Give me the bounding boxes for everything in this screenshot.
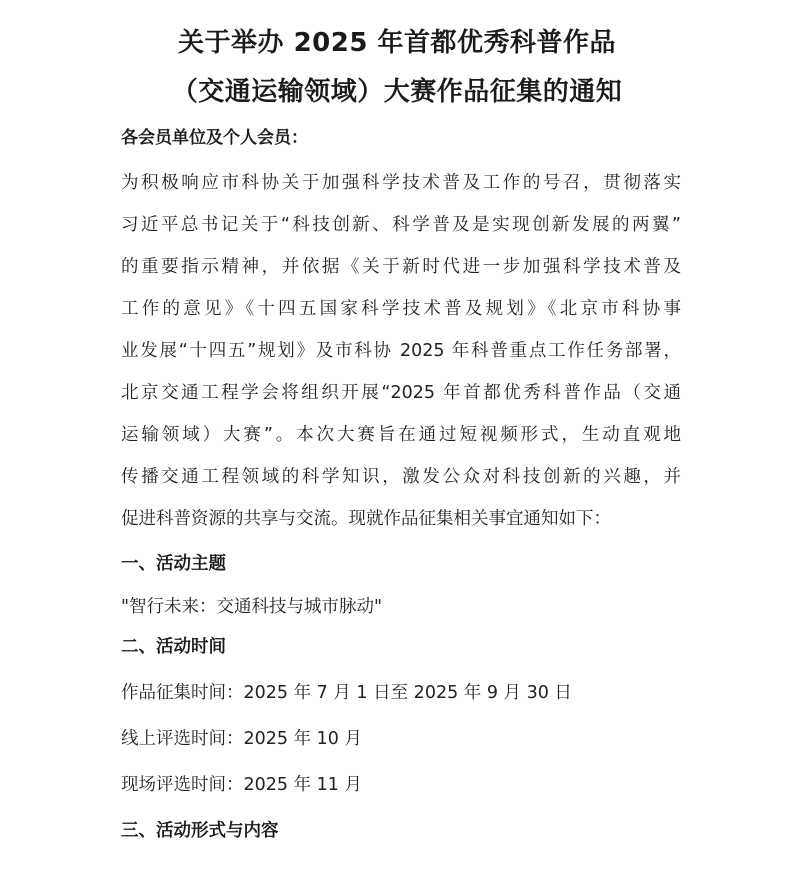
section-heading-theme: 一、活动主题 xyxy=(121,554,226,574)
intro-line: 工作的意见》《十四五国家科学技术普及规划》《北京市科协事 xyxy=(121,299,681,319)
salutation: 各会员单位及个人会员： xyxy=(121,128,308,148)
intro-line: 业发展“十四五”规划》及市科协 2025 年科普重点工作任务部署， xyxy=(121,341,681,361)
intro-line: 传播交通工程领域的科学知识，激发公众对科技创新的兴趣，并 xyxy=(121,467,681,487)
document-title-line-1: 关于举办 2025 年首都优秀科普作品 xyxy=(178,28,616,58)
activity-theme-text: "智行未来：交通科技与城市脉动" xyxy=(121,597,383,617)
intro-line: 促进科普资源的共享与交流。现就作品征集相关事宜通知如下： xyxy=(121,509,611,529)
intro-line: 运输领域）大赛”。本次大赛旨在通过短视频形式，生动直观地 xyxy=(121,425,681,445)
collection-period: 作品征集时间：2025 年 7 月 1 日至 2025 年 9 月 30 日 xyxy=(121,683,572,703)
onsite-review-period: 现场评选时间：2025 年 11 月 xyxy=(121,775,362,795)
intro-line: 的重要指示精神，并依据《关于新时代进一步加强科学技术普及 xyxy=(121,257,681,277)
intro-line: 北京交通工程学会将组织开展“2025 年首都优秀科普作品（交通 xyxy=(121,383,681,403)
document-title-line-2: （交通运输领域）大赛作品征集的通知 xyxy=(171,77,623,107)
section-heading-format: 三、活动形式与内容 xyxy=(121,821,279,841)
intro-line: 为积极响应市科协关于加强科学技术普及工作的号召，贯彻落实 xyxy=(121,173,681,193)
online-review-period: 线上评选时间：2025 年 10 月 xyxy=(121,729,362,749)
section-heading-time: 二、活动时间 xyxy=(121,637,226,657)
intro-line: 习近平总书记关于“科技创新、科学普及是实现创新发展的两翼” xyxy=(121,215,681,235)
